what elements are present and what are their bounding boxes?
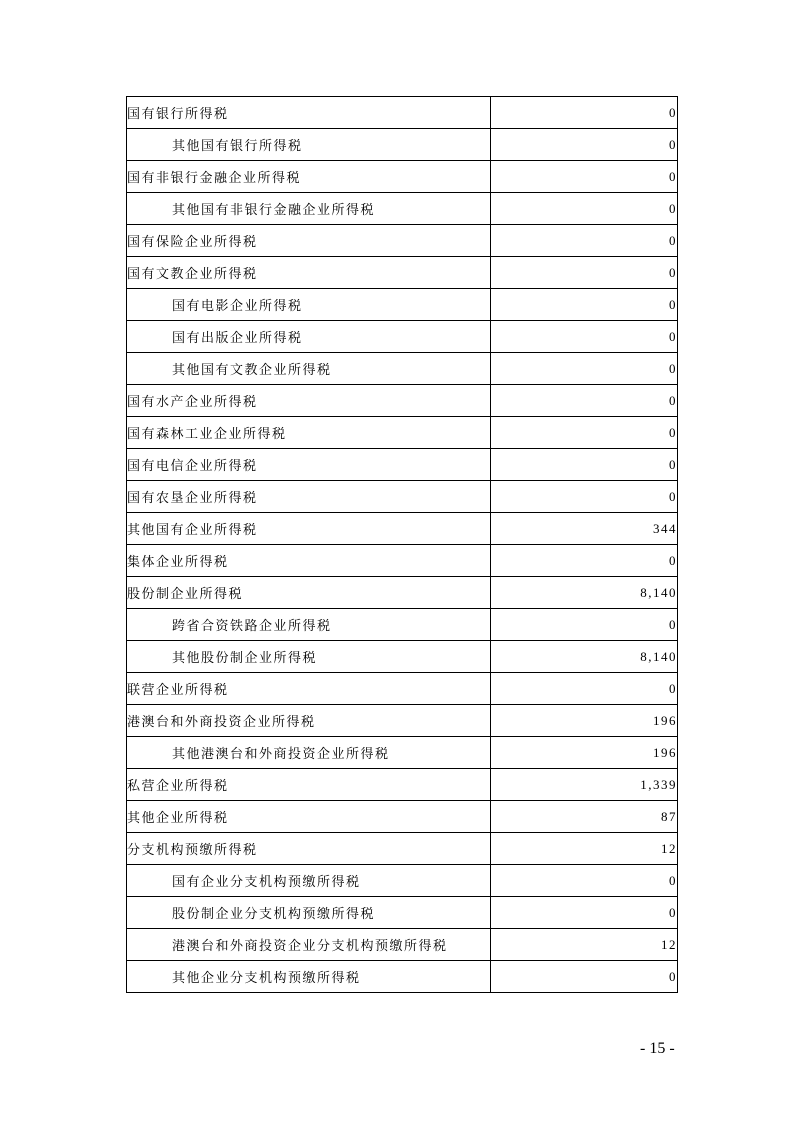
budget-table-container — [126, 96, 678, 993]
item-value-cell: 0 — [491, 129, 678, 161]
item-name-cell: 其他国有非银行金融企业所得税 — [127, 193, 491, 225]
table-row — [127, 833, 678, 865]
table-row — [127, 321, 678, 353]
table-row — [127, 97, 678, 129]
item-value-cell: 0 — [491, 449, 678, 481]
item-value-cell: 8,140 — [491, 577, 678, 609]
item-value-cell: 0 — [491, 545, 678, 577]
item-value-cell: 0 — [491, 289, 678, 321]
table-row — [127, 897, 678, 929]
item-name-cell: 国有水产企业所得税 — [127, 385, 491, 417]
item-value-cell: 0 — [491, 97, 678, 129]
table-row — [127, 449, 678, 481]
item-value-cell: 0 — [491, 417, 678, 449]
table-row — [127, 801, 678, 833]
table-row — [127, 961, 678, 993]
item-value-cell: 0 — [491, 321, 678, 353]
item-value-cell: 196 — [491, 705, 678, 737]
item-name-cell: 其他国有企业所得税 — [127, 513, 491, 545]
item-value-cell: 1,339 — [491, 769, 678, 801]
item-name-cell: 国有电信企业所得税 — [127, 449, 491, 481]
item-value-cell: 0 — [491, 193, 678, 225]
item-value-cell: 0 — [491, 385, 678, 417]
table-row — [127, 385, 678, 417]
item-name-cell: 港澳台和外商投资企业分支机构预缴所得税 — [127, 929, 491, 961]
item-value-cell: 0 — [491, 673, 678, 705]
table-row — [127, 737, 678, 769]
item-name-cell: 国有非银行金融企业所得税 — [127, 161, 491, 193]
item-value-cell: 0 — [491, 161, 678, 193]
table-row — [127, 353, 678, 385]
item-value-cell: 0 — [491, 257, 678, 289]
table-row — [127, 929, 678, 961]
table-row — [127, 161, 678, 193]
item-value-cell: 8,140 — [491, 641, 678, 673]
item-name-cell: 集体企业所得税 — [127, 545, 491, 577]
table-row — [127, 769, 678, 801]
item-name-cell: 港澳台和外商投资企业所得税 — [127, 705, 491, 737]
item-name-cell: 国有文教企业所得税 — [127, 257, 491, 289]
item-value-cell: 0 — [491, 865, 678, 897]
item-value-cell: 196 — [491, 737, 678, 769]
item-name-cell: 国有电影企业所得税 — [127, 289, 491, 321]
item-name-cell: 其他港澳台和外商投资企业所得税 — [127, 737, 491, 769]
table-row — [127, 513, 678, 545]
item-name-cell: 联营企业所得税 — [127, 673, 491, 705]
item-name-cell: 其他股份制企业所得税 — [127, 641, 491, 673]
item-value-cell: 0 — [491, 961, 678, 993]
table-row — [127, 673, 678, 705]
item-value-cell: 0 — [491, 481, 678, 513]
item-name-cell: 其他企业所得税 — [127, 801, 491, 833]
item-name-cell: 股份制企业所得税 — [127, 577, 491, 609]
table-row — [127, 417, 678, 449]
table-row — [127, 257, 678, 289]
item-value-cell: 0 — [491, 353, 678, 385]
item-name-cell: 国有农垦企业所得税 — [127, 481, 491, 513]
item-name-cell: 国有保险企业所得税 — [127, 225, 491, 257]
page-number: - 15 - — [640, 1040, 675, 1057]
item-name-cell: 国有银行所得税 — [127, 97, 491, 129]
item-name-cell: 跨省合资铁路企业所得税 — [127, 609, 491, 641]
item-name-cell: 私营企业所得税 — [127, 769, 491, 801]
item-name-cell: 其他企业分支机构预缴所得税 — [127, 961, 491, 993]
income-tax-table — [126, 96, 678, 993]
item-name-cell: 股份制企业分支机构预缴所得税 — [127, 897, 491, 929]
table-row — [127, 641, 678, 673]
item-name-cell: 国有森林工业企业所得税 — [127, 417, 491, 449]
item-name-cell: 分支机构预缴所得税 — [127, 833, 491, 865]
table-row — [127, 225, 678, 257]
table-row — [127, 609, 678, 641]
table-row — [127, 193, 678, 225]
table-row — [127, 129, 678, 161]
item-name-cell: 其他国有文教企业所得税 — [127, 353, 491, 385]
item-name-cell: 国有企业分支机构预缴所得税 — [127, 865, 491, 897]
table-row — [127, 865, 678, 897]
item-name-cell: 其他国有银行所得税 — [127, 129, 491, 161]
table-body — [127, 97, 678, 993]
item-value-cell: 0 — [491, 897, 678, 929]
table-row — [127, 577, 678, 609]
item-value-cell: 0 — [491, 609, 678, 641]
item-value-cell: 12 — [491, 929, 678, 961]
table-row — [127, 289, 678, 321]
item-value-cell: 87 — [491, 801, 678, 833]
table-row — [127, 481, 678, 513]
item-value-cell: 0 — [491, 225, 678, 257]
item-name-cell: 国有出版企业所得税 — [127, 321, 491, 353]
item-value-cell: 12 — [491, 833, 678, 865]
item-value-cell: 344 — [491, 513, 678, 545]
table-row — [127, 705, 678, 737]
table-row — [127, 545, 678, 577]
